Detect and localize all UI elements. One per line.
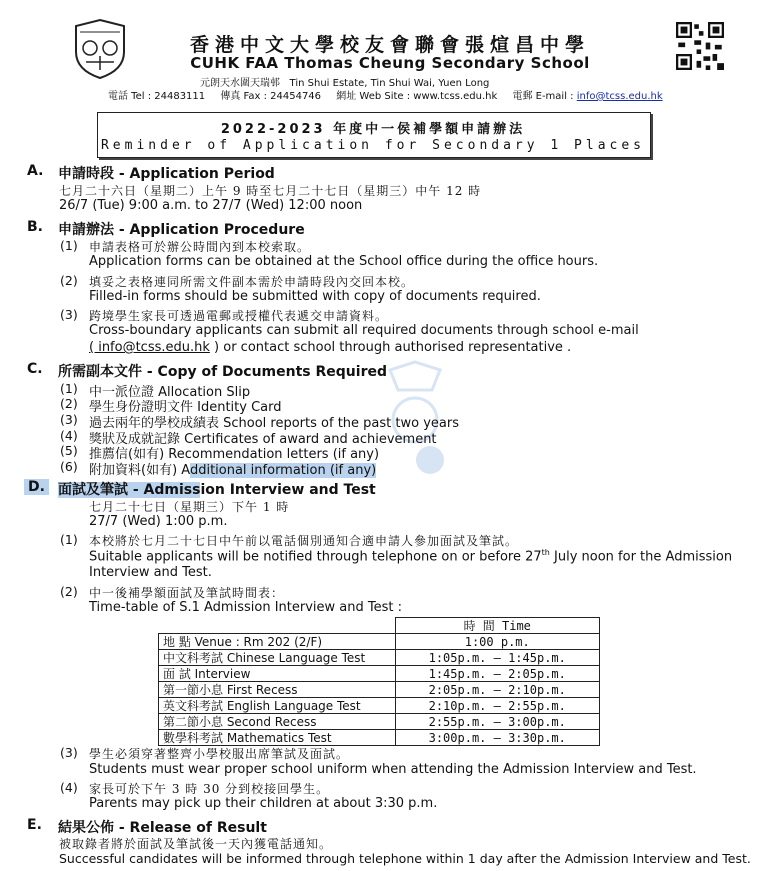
d-item-1-en-b: July noon for the Admission xyxy=(549,549,733,565)
section-e-zh: 被取錄者將於面試及筆試後一天內獲電話通知。 xyxy=(59,837,333,851)
email-label: 電郵 E-mail : xyxy=(512,91,574,102)
c-item-6 xyxy=(89,459,376,478)
section-e-en: Successful candidates will be informed through telephone within 1 day after the Admission Interview and Test. xyxy=(59,851,751,866)
table-row xyxy=(159,730,600,746)
d-item-1-sup: th xyxy=(541,548,550,557)
d-item-1-en-line2: Interview and Test. xyxy=(89,565,212,580)
c-item-3: 過去兩年的學校成績表 School reports of the past two years xyxy=(89,416,459,431)
row-time: 1:05p.m. — 1:45p.m. xyxy=(395,650,600,666)
section-a-letter: A. xyxy=(27,163,44,179)
b-item-1-num: (1) xyxy=(60,238,78,253)
timetable-header-blank xyxy=(159,618,396,634)
tel: 電話 Tel : 24483111 xyxy=(108,91,206,102)
table-row xyxy=(159,634,600,650)
email-link-inline[interactable]: ( info@tcss.edu.hk xyxy=(89,340,210,355)
b-item-1-zh: 申請表格可於辦公時間內到本校索取。 xyxy=(89,240,311,254)
c-item-1-num: (1) xyxy=(60,381,78,396)
section-a-zh: 七月二十六日（星期二）上午 9 時至七月二十七日（星期三）中午 12 時 xyxy=(59,184,482,198)
row-label: 第一節小息 First Recess xyxy=(159,682,396,698)
timetable-header-row xyxy=(159,618,600,634)
d-item-1-num: (1) xyxy=(60,532,78,547)
section-b-heading: 申請辦法 - Application Procedure xyxy=(58,222,305,238)
row-label: 中文科考試 Chinese Language Test xyxy=(159,650,396,666)
c-item-4-num: (4) xyxy=(60,428,78,443)
section-d-letter: D. xyxy=(24,479,49,495)
b-item-3-en-rest: ) or contact school through authorised representative . xyxy=(209,340,572,355)
timetable xyxy=(158,617,600,746)
contact-line xyxy=(108,87,728,102)
address-en: Tin Shui Estate, Tin Shui Wai, Yuen Long xyxy=(289,78,490,89)
d-item-2-en: Time-table of S.1 Admission Interview and Test : xyxy=(89,600,402,615)
d-item-4-en: Parents may pick up their children at about 3:30 p.m. xyxy=(89,796,438,811)
row-time: 1:00 p.m. xyxy=(395,634,600,650)
section-e-letter: E. xyxy=(27,817,42,833)
d-item-3-zh: 學生必須穿著整齊小學校服出席筆試及面試。 xyxy=(89,747,350,761)
section-d-heading-highlight: 面試及筆試 - Admiss xyxy=(58,482,201,498)
d-item-2-zh: 中一後補學額面試及筆試時間表： xyxy=(89,586,285,600)
section-a-en: 26/7 (Tue) 9:00 a.m. to 27/7 (Wed) 12:00 noon xyxy=(59,198,363,213)
c-item-5: 推薦信(如有) Recommendation letters (if any) xyxy=(89,447,380,462)
section-e-heading: 結果公佈 - Release of Result xyxy=(58,820,267,836)
email-link[interactable]: info@tcss.edu.hk xyxy=(576,91,663,102)
d-item-1-zh: 本校將於七月二十七日中午前以電話個別通知合適申請人參加面試及筆試。 xyxy=(89,534,519,548)
d-item-1-en xyxy=(89,548,732,564)
b-item-2-zh: 填妥之表格連同所需文件副本需於申請時段內交回本校。 xyxy=(89,275,415,289)
title-zh: 2022-2023 年度中一侯補學額申請辦法 xyxy=(220,122,526,137)
c-item-2-num: (2) xyxy=(60,396,78,411)
section-d-en: 27/7 (Wed) 1:00 p.m. xyxy=(89,514,228,529)
row-label: 面 試 Interview xyxy=(159,666,396,682)
c-item-6-highlight: dditional information (if any) xyxy=(189,463,377,478)
section-b-letter: B. xyxy=(27,219,43,235)
fax: 傳真 Fax : 24454746 xyxy=(220,91,322,102)
b-item-2-en: Filled-in forms should be submitted with copy of documents required. xyxy=(89,289,541,304)
section-c-heading: 所需副本文件 - Copy of Documents Required xyxy=(58,364,387,380)
c-item-3-num: (3) xyxy=(60,412,78,427)
c-item-6-num: (6) xyxy=(60,459,78,474)
row-time: 2:55p.m. — 3:00p.m. xyxy=(395,714,600,730)
table-row xyxy=(159,714,600,730)
c-item-4: 獎狀及成就記錄 Certificates of award and achievement xyxy=(89,432,437,447)
title-en: Reminder of Application for Secondary 1 Places xyxy=(100,138,646,153)
section-d-heading xyxy=(58,479,376,499)
website: 網址 Web Site : www.tcss.edu.hk xyxy=(336,91,498,102)
b-item-3-zh: 跨境學生家長可透過電郵或授權代表遞交申請資料。 xyxy=(89,309,389,323)
d-item-4-num: (4) xyxy=(60,780,78,795)
address-zh: 元朗天水圍天瑞邨 xyxy=(200,78,280,89)
row-label: 第二節小息 Second Recess xyxy=(159,714,396,730)
d-item-3-en: Students must wear proper school uniform when attending the Admission Interview and Test. xyxy=(89,762,697,777)
b-item-2-num: (2) xyxy=(60,273,78,288)
d-item-3-num: (3) xyxy=(60,745,78,760)
row-label: 數學科考試 Mathematics Test xyxy=(159,730,396,746)
row-label: 地 點 Venue : Rm 202 (2/F) xyxy=(159,634,396,650)
table-row xyxy=(159,666,600,682)
section-d-zh: 七月二十七日（星期三）下午 1 時 xyxy=(89,500,290,514)
d-item-2-num: (2) xyxy=(60,584,78,599)
table-row xyxy=(159,650,600,666)
d-item-4-zh: 家長可於下午 3 時 30 分到校接回學生。 xyxy=(89,782,330,796)
timetable-time-header: 時 間 Time xyxy=(395,618,600,634)
b-item-3-en-line2 xyxy=(89,340,571,355)
row-time: 1:45p.m. — 2:05p.m. xyxy=(395,666,600,682)
row-time: 2:05p.m. — 2:10p.m. xyxy=(395,682,600,698)
school-name-en: CUHK FAA Thomas Cheung Secondary School xyxy=(190,54,590,72)
qr-code-icon xyxy=(676,22,724,70)
row-time: 3:00p.m. — 3:30p.m. xyxy=(395,730,600,746)
table-row xyxy=(159,698,600,714)
section-d-heading-rest: ion Interview and Test xyxy=(200,482,376,498)
row-label: 英文科考試 English Language Test xyxy=(159,698,396,714)
c-item-1: 中一派位證 Allocation Slip xyxy=(89,385,251,400)
c-item-2: 學生身份證明文件 Identity Card xyxy=(89,400,282,415)
d-item-1-en-a: Suitable applicants will be notified through telephone on or before 27 xyxy=(89,549,542,565)
c-item-6-text: 附加資料(如有) A xyxy=(89,463,190,478)
c-item-5-num: (5) xyxy=(60,443,78,458)
b-item-3-num: (3) xyxy=(60,307,78,322)
b-item-3-en: Cross-boundary applicants can submit all required documents through school e-mail xyxy=(89,323,639,338)
row-time: 2:10p.m. — 2:55p.m. xyxy=(395,698,600,714)
school-name-zh: 香港中文大學校友會聯會張煊昌中學 xyxy=(189,34,590,56)
section-a-heading: 申請時段 - Application Period xyxy=(58,166,275,182)
table-row xyxy=(159,682,600,698)
section-c-letter: C. xyxy=(27,361,43,377)
b-item-1-en: Application forms can be obtained at the School office during the office hours. xyxy=(89,254,599,269)
school-logo xyxy=(72,18,128,80)
